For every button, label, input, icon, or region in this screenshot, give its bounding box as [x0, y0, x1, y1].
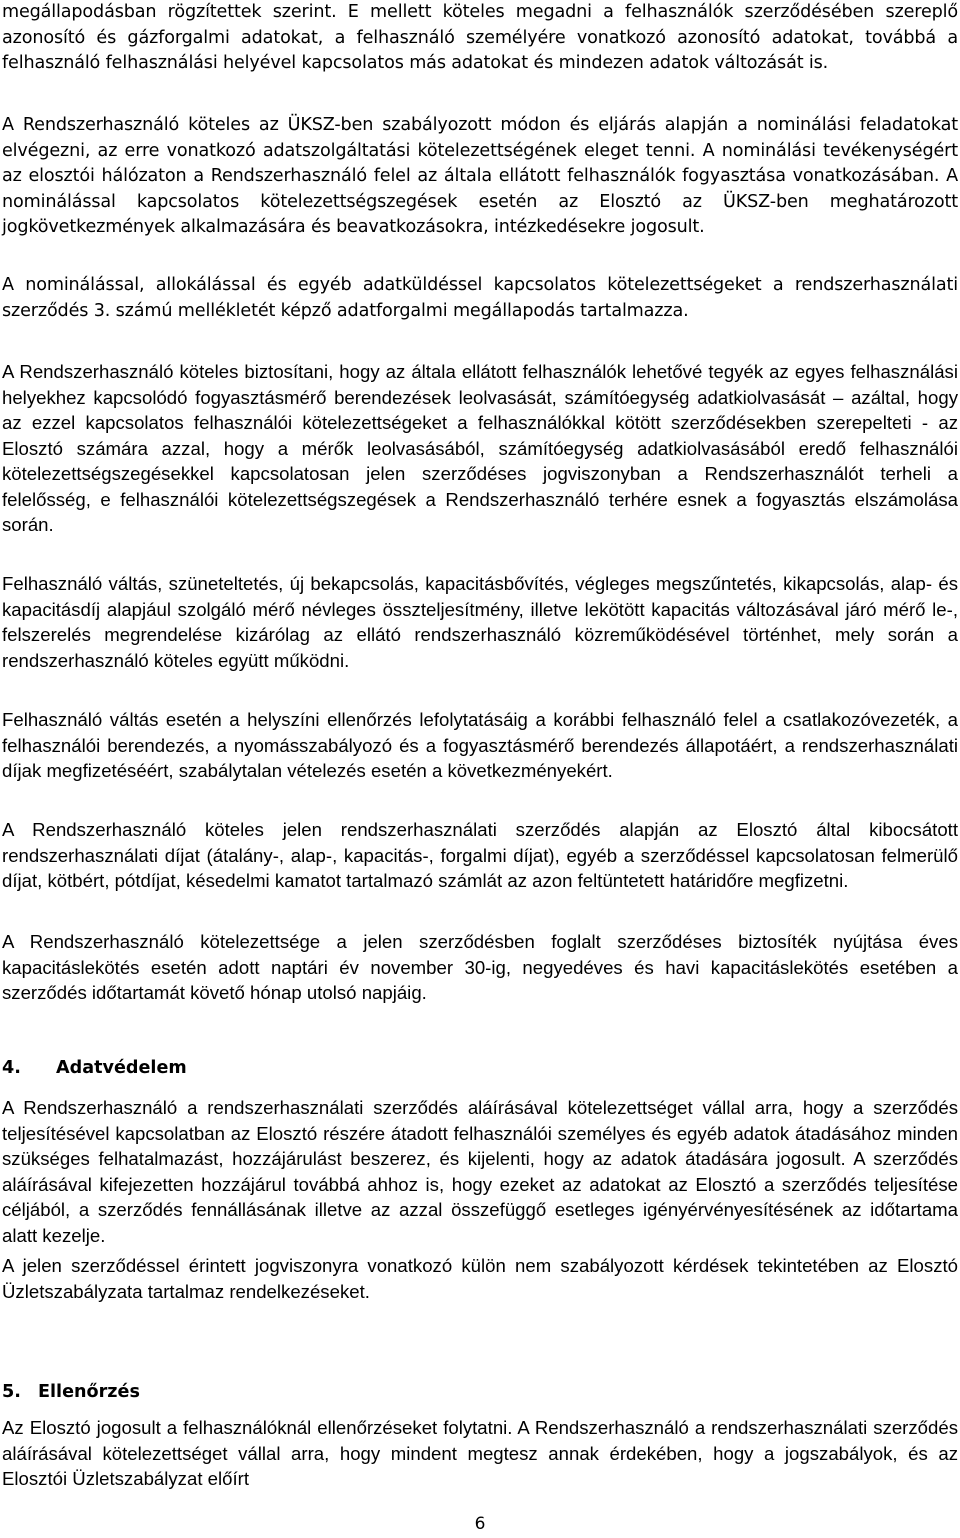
paragraph-data-protection-consent: A Rendszerhasználó a rendszerhasználati szerződés aláírásával kötelezettséget vállal arra, hogy a szerződés teljesítésével kapcsolatban az Elosztó részére átadott felhasználói személyes és egyéb adatok átadásához minden szükséges felhatalmazást, hozzájárulást beszerez, és kijelenti, hogy az adatok átadására jogosult. A szerződés aláírásával kifejezetten hozzájárul továbbá ahhoz is, hogy ezeket az adatokat az Elosztó a szerződés teljesítése céljából, a szerződés fennállásának illetve az azzal összefüggő esetleges igényérvényesítésének az időtartama alatt kezelje.: [2, 1097, 958, 1246]
paragraph-fee-payment: A Rendszerhasználó köteles jelen rendszerhasználati szerződés alapján az Elosztó által kibocsátott rendszerhasználati díjat (átalány-, alap-, kapacitás-, forgalmi díjat), egyéb a szerződéssel kapcsolatosan felmerülő díjat, kötbért, pótdíjat, késedelmi kamatot tartalmazó számlát az azon feltüntetett határidőre megfizetni.: [2, 819, 958, 891]
section-title: Ellenőrzés: [38, 1382, 140, 1402]
paragraph-user-change-orders: Felhasználó váltás, szüneteltetés, új bekapcsolás, kapacitásbővítés, végleges megszűntetés, kikapcsolás, alap- és kapacitásdíj alapjául szolgáló mérő névleges összteljesítmény, illetve lekötött kapacitás változásával járó mérő le-, felszerelés megrendelése kizárólag az ellátó rendszerhasználó közreműködésével történhet, mely során a rendszerhasználó köteles együtt működni.: [2, 573, 958, 671]
paragraph-data-exchange-agreement: A nominálással, allokálással és egyéb adatküldéssel kapcsolatos kötelezettségeket a rendszerhasználati szerződés 3. számú mellékletét képző adatforgalmi megállapodás tartalmazza.: [2, 275, 958, 321]
section-number: 4.: [2, 1058, 21, 1078]
paragraph-data-provision: megállapodásban rögzítettek szerint. E mellett köteles megadni a felhasználók szerződésében szereplő azonosító és gázforgalmi adatokat, a felhasználó személyére vonatkozó azonosító adatokat, továbbá a felhasználó felhasználási helyével kapcsolatos más adatokat és mindezen adatok változását is.: [2, 2, 958, 73]
page-number: 6: [474, 1514, 486, 1534]
paragraph-security-deposit: A Rendszerhasználó kötelezettsége a jelen szerződésben foglalt szerződéses biztosíték nyújtása éves kapacitáslekötés esetén adott naptári év november 30-ig, negyedéves és havi kapacitáslekötés esetében a szerződés időtartamát követő hónap utolsó napjáig.: [2, 931, 958, 1003]
paragraph-business-rules-reference: A jelen szerződéssel érintett jogviszonyra vonatkozó külön nem szabályozott kérdések tekintetében az Elosztó Üzletszabályzata tartalmaz rendelkezéseket.: [2, 1255, 958, 1302]
section-title: Adatvédelem: [56, 1058, 187, 1078]
paragraph-nomination-duties: A Rendszerhasználó köteles az ÜKSZ-ben szabályozott módon és eljárás alapján a nominálási feladatokat elvégezni, az erre vonatkozó adatszolgáltatási kötelezettségének eleget tenni. A nominálási tevékenységért az elosztói hálózaton a Rendszerhasználó felel az általa ellátott felhasználók fogyasztása vonatkozásában. A nominálással kapcsolatos kötelezettségszegések esetén az Elosztó az ÜKSZ-ben meghatározott jogkövetkezmények alkalmazására és beavatkozásokra, intézkedésekre jogosult.: [2, 115, 958, 237]
section-heading-data-protection: [2, 1056, 187, 1082]
section-number: 5.: [2, 1382, 21, 1402]
paragraph-meter-reading: A Rendszerhasználó köteles biztosítani, hogy az általa ellátott felhasználók lehetővé tegyék az egyes felhasználási helyekhez kapcsolódó fogyasztásmérő berendezések leolvasását, számítóegység adatkiolvasását – azáltal, hogy az ezzel kapcsolatos felhasználói kötelezettségeket a felhasználókkal kötött szerződésekben szerepelteti - az Elosztó számára azzal, hogy a mérők leolvasásából, számítóegység adatkiolvasásából eredő felhasználói kötelezettségszegésekkel kapcsolatosan jelen szerződéses jogviszonyban a Rendszerhasználót terheli a felelősség, e felhasználói kötelezettségszegések a Rendszerhasználó terhére esnek a fogyasztás elszámolása során.: [2, 361, 958, 535]
section-heading-inspection: [2, 1380, 140, 1406]
paragraph-inspection-rights: Az Elosztó jogosult a felhasználóknál ellenőrzéseket folytatni. A Rendszerhasználó a rendszerhasználati szerződés aláírásával kötelezettséget vállal arra, hogy mindent megtesz annak érdekében, hogy a jogszabályok, és az Elosztói Üzletszabályzat előírt: [2, 1417, 958, 1489]
paragraph-user-change-liability: Felhasználó váltás esetén a helyszíni ellenőrzés lefolytatásáig a korábbi felhasználó felel a csatlakozóvezeték, a felhasználói berendezés, a nyomásszabályozó és a fogyasztásmérő berendezés állapotáért, a rendszerhasználati díjak megfizetéséért, szabálytalan vételezés esetén a következményekért.: [2, 709, 958, 781]
